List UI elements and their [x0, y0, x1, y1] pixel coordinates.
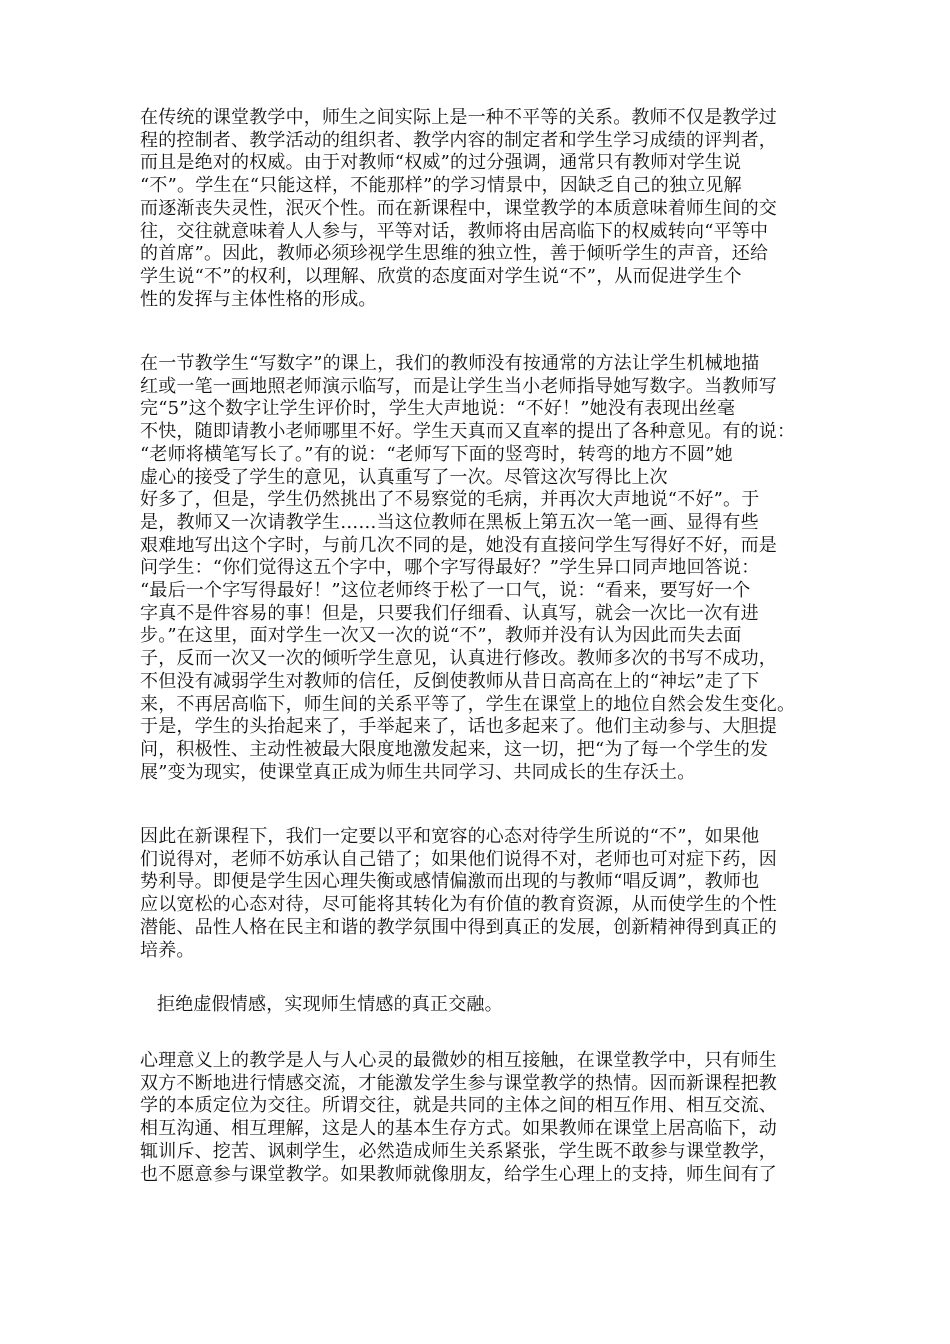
text-line: 学的本质定位为交往。所谓交往，就是共同的主体之间的相互作用、相互交流、 [140, 1095, 777, 1117]
text-line: 来，不再居高临下，师生间的关系平等了，学生在课堂上的地位自然会发生变化。 [140, 693, 796, 715]
text-line: 潜能、品性人格在民主和谐的教学氛围中得到真正的发展，创新精神得到真正的 [140, 916, 777, 938]
text-line: 学生说“不”的权利，以理解、欣赏的态度面对学生说“不”，从而促进学生个 [140, 265, 742, 287]
text-line: 在一节教学生“写数字”的课上，我们的教师没有按通常的方法让学生机械地描 [140, 353, 760, 374]
text-line: 问，积极性、主动性被最大限度地激发起来，这一切，把“为了每一个学生的发 [140, 738, 769, 760]
text-line: 性的发挥与主体性格的形成。 [140, 288, 377, 310]
text-line: 完“5”这个数字让学生评价时，学生大声地说：“不好！”她没有表现出丝毫 [140, 398, 736, 420]
section-heading [140, 994, 830, 1017]
heading-text: 拒绝虚假情感，实现师生情感的真正交融。 [157, 994, 503, 1015]
text-line: 红或一笔一画地照老师演示临写，而是让学生当小老师指导她写数字。当教师写 [140, 375, 777, 397]
paragraph-traditional-teaching [140, 107, 830, 311]
text-line: 于是，学生的头抬起来了，手举起来了，话也多起来了。他们主动参与、大胆提 [140, 716, 777, 738]
text-line: 辄训斥、挖苦、讽刺学生，必然造成师生关系紧张，学生既不敢参与课堂教学， [140, 1140, 777, 1162]
text-line: 不但没有减弱学生对教师的信任，反倒使教师从昔日高高在上的“神坛”走了下 [140, 670, 760, 692]
text-line: 应以宽松的心态对待，尽可能将其转化为有价值的教育资源，从而使学生的个性 [140, 894, 777, 916]
text-line: 在传统的课堂教学中，师生之间实际上是一种不平等的关系。教师不仅是教学过 [140, 107, 777, 128]
text-line: 不快，随即请教小老师哪里不好。学生天真而又直率的提出了各种意见。有的说： [140, 421, 796, 443]
text-line: “不”。学生在“只能这样，不能那样”的学习情景中，因缺乏自己的独立见解 [140, 175, 742, 197]
text-line: 相互沟通、相互理解，这是人的基本生存方式。如果教师在课堂上居高临下，动 [140, 1118, 777, 1140]
text-line: “老师将横笔写长了。”有的说：“老师写下面的竖弯时，转弯的地方不圆”她 [140, 443, 733, 465]
text-line: 问学生：“你们觉得这五个字中，哪个字写得最好？”学生异口同声地回答说： [140, 557, 760, 579]
text-line: 们说得对，老师不妨承认自己错了；如果他们说得不对，老师也可对症下药，因 [140, 848, 777, 870]
text-line: 而逐渐丧失灵性，泯灭个性。而在新课程中，课堂教学的本质意味着师生间的交 [140, 197, 777, 219]
text-line: 虚心的接受了学生的意见，认真重写了一次。尽管这次写得比上次 [140, 466, 668, 488]
text-line: 展”变为现实，使课堂真正成为师生共同学习、共同成长的生存沃土。 [140, 761, 696, 783]
text-line: “最后一个字写得最好！”这位老师终于松了一口气，说：“看来，要写好一个 [140, 580, 751, 602]
text-line: 因此在新课程下，我们一定要以平和宽容的心态对待学生所说的“不”，如果他 [140, 826, 760, 847]
text-line: 心理意义上的教学是人与人心灵的最微妙的相互接触，在课堂教学中，只有师生 [140, 1050, 777, 1071]
text-line: 往，交往就意味着人人参与，平等对话，教师将由居高临下的权威转向“平等中 [140, 220, 769, 242]
paragraph-writing-numbers-lesson [140, 353, 830, 784]
text-line: 字真不是件容易的事！但是，只要我们仔细看、认真写，就会一次比一次有进 [140, 602, 759, 624]
text-line: 步。”在这里，面对学生一次又一次的说“不”，教师并没有认为因此而失去面 [140, 625, 742, 647]
text-line: 的首席”。因此，教师必须珍视学生思维的独立性，善于倾听学生的声音，还给 [140, 243, 769, 265]
text-line: 程的控制者、教学活动的组织者、教学内容的制定者和学生学习成绩的评判者， [140, 129, 777, 151]
text-line: 艰难地写出这个字时，与前几次不同的是，她没有直接问学生写得好不好，而是 [140, 534, 777, 556]
text-line: 势利导。即便是学生因心理失衡或感情偏激而出现的与教师“唱反调”，教师也 [140, 871, 760, 893]
text-line: 双方不断地进行情感交流，才能激发学生参与课堂教学的热情。因而新课程把教 [140, 1072, 777, 1094]
text-line: 而且是绝对的权威。由于对教师“权威”的过分强调，通常只有教师对学生说 [140, 152, 742, 174]
text-line: 好多了，但是，学生仍然挑出了不易察觉的毛病，并再次大声地说“不好”。于 [140, 489, 760, 511]
paragraph-emotional-exchange [140, 1050, 830, 1186]
text-line: 也不愿意参与课堂教学。如果教师就像朋友，给学生心理上的支持，师生间有了 [140, 1163, 777, 1185]
text-line: 子，反而一次又一次的倾听学生意见，认真进行修改。教师多次的书写不成功， [140, 648, 777, 670]
paragraph-new-curriculum-attitude [140, 826, 830, 962]
text-line: 是，教师又一次请教学生……当这位教师在黑板上第五次一笔一画、显得有些 [140, 511, 759, 533]
text-line: 培养。 [140, 939, 195, 961]
